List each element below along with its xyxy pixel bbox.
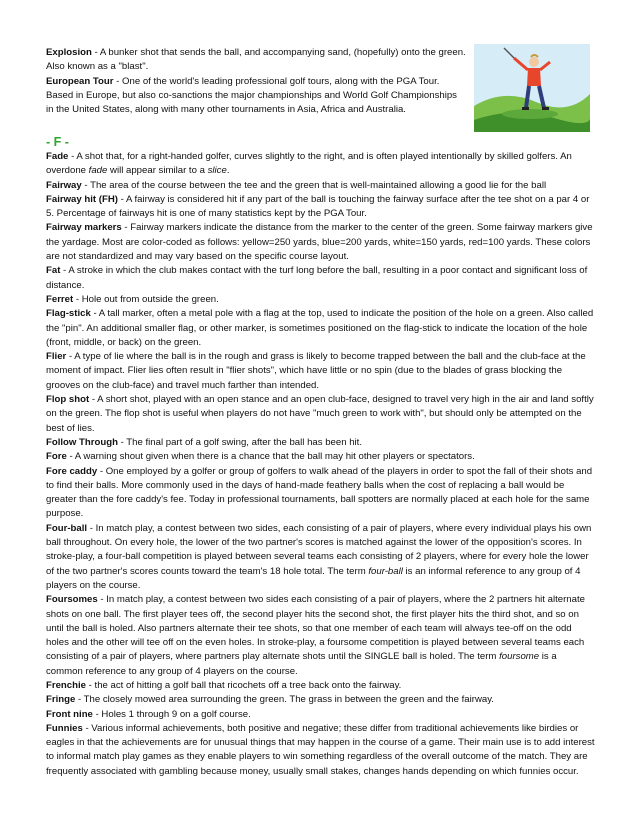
entry-definition: - One employed by a golfer or group of golfers to walk ahead of the players in order to spot the fall of their shots and to find their balls. More commonly used in the days of hand-made feathery balls when the cost of replacing a ball would be greater than the fore caddy's fee. Today in professional tournaments, ball spotters are normally placed at each hole for the same purpose. xyxy=(46,465,593,520)
glossary-entry-foursomes xyxy=(46,593,596,679)
entry-definition: - The final part of a golf swing, after the ball has been hit. xyxy=(117,436,363,448)
entry-term: European Tour xyxy=(46,75,114,87)
entry-definition: - A stroke in which the club makes contact with the turf long before the ball, resulting in a poor contact and significant loss of distance. xyxy=(46,265,588,291)
entry-definition: . xyxy=(226,165,230,177)
intro-entries xyxy=(46,46,466,117)
entry-term: Fade xyxy=(46,151,69,162)
glossary-entry-follow-through xyxy=(46,436,596,450)
entry-definition: - Fairway markers indicate the distance from the marker to the center of the green. Some fairway markers give the yardage. Most are color-coded as follows: yellow=250 yards, blue=200 yards, white=150 yards, red=100 yards. These colors are not standardized and may vary based on the specific course layout. xyxy=(46,222,593,263)
entry-definition-italic: fade xyxy=(88,165,108,177)
glossary-entry-flag-stick xyxy=(46,307,596,350)
entry-term: Fairway xyxy=(46,179,82,191)
glossary-entry-fore xyxy=(46,450,596,464)
entry-term: Foursomes xyxy=(46,594,98,606)
entry-term: Fringe xyxy=(46,694,76,706)
entry-definition: - A short shot, played with an open stance and an open club-face, designed to travel very high in the air and land softly on the green. The flop shot is useful when players do not have "much green to work with", but should only be attempted on the best of lies. xyxy=(46,394,594,434)
glossary-entry-flop-shot xyxy=(46,393,596,436)
f-section xyxy=(46,132,596,779)
entry-term: Ferret xyxy=(46,293,74,305)
entry-term: Follow Through xyxy=(46,436,118,448)
entry-definition: - A shot that, for a right-handed golfer, curves slightly to the right, and is often played intentionally by skilled golfers. An overdone xyxy=(46,151,572,177)
glossary-entry-fat xyxy=(46,264,596,293)
glossary-entry-four-ball xyxy=(46,522,596,593)
letter-heading: - F - xyxy=(46,135,69,149)
glossary-entry-fade xyxy=(46,150,596,179)
entry-definition: - The area of the course between the tee and the green that is well-maintained allowing a good lie for the ball xyxy=(81,179,547,191)
entry-term: Front nine xyxy=(46,708,93,720)
entry-term: Fairway hit (FH) xyxy=(46,193,118,205)
entry-definition: - A fairway is considered hit if any part of the ball is touching the fairway surface after the tee shot on a par 4 or 5. Percentage of fairways hit is one of many statistics kept by the PGA Tour. xyxy=(46,193,590,220)
glossary-entry-european-tour xyxy=(46,75,466,118)
entry-definition: - A tall marker, often a metal pole with a flag at the top, used to indicate the position of the hole on a green. Also called the "pin". An additional smaller flag, or other marker, is sometimes positioned on the flag-stick to indicate the location of the hole (front, middle, or back) on the green. xyxy=(46,308,594,348)
glossary-entry-explosion xyxy=(46,46,466,75)
entry-term: Frenchie xyxy=(46,679,86,691)
entry-definition: - Holes 1 through 9 on a golf course. xyxy=(92,708,251,720)
entry-term: Flag-stick xyxy=(46,308,91,320)
glossary-entry-frenchie xyxy=(46,679,596,693)
glossary-entry-fairway xyxy=(46,179,596,193)
golfer-swinging-illustration xyxy=(474,44,590,132)
glossary-entry-fairway-markers xyxy=(46,221,596,264)
entry-definition: is an informal reference to any group of 4 players on the course. xyxy=(46,565,581,591)
entry-definition-italic: foursome xyxy=(499,651,540,663)
entry-definition: - In match play, a contest between two sides, each consisting of a pair of players, where every individual plays his own ball throughout. On every hole, the lower of the two partner's scores is matched against the lower of the opposition's scores. In stroke-play, a four-ball competition is played between several teams each consisting of 2 players, where for every hole the lower of the two partner's scores counts toward the team's 18 hole total. The term xyxy=(46,522,592,577)
entry-term: Fat xyxy=(46,265,61,277)
entry-definition: - the act of hitting a golf ball that ricochets off a tree back onto the fairway. xyxy=(86,679,402,691)
entry-definition: - Various informal achievements, both positive and negative; these differ from traditional achievements like birdies or eagles in that the achievements are for unusual things that may happen in the course of a game. Their main use is to add interest to informal match play games as they enable players to win something regardless of the overall outcome of the match. They are frequently associated with gambling because money, usually small stakes, changes hands depending on which funnies occur. xyxy=(46,722,595,777)
entry-definition: - One of the world's leading professional golf tours, along with the PGA Tour. Based in Europe, but also co-sanctions the major championships and World Golf Championships in the United States, along with many other tournaments in Asia, Africa and Australia. xyxy=(46,75,457,116)
entry-definition: - A warning shout given when there is a chance that the ball may hit other players or spectators. xyxy=(66,451,475,463)
entry-term: Four-ball xyxy=(46,522,88,534)
glossary-entry-fringe xyxy=(46,693,596,707)
glossary-entry-flier xyxy=(46,350,596,393)
glossary-entry-front-nine xyxy=(46,708,596,722)
entry-definition-italic: four-ball xyxy=(368,565,403,577)
entry-term: Fore caddy xyxy=(46,465,98,477)
glossary-entry-fore-caddy xyxy=(46,465,596,522)
entry-term: Fore xyxy=(46,451,67,463)
glossary-entry-ferret xyxy=(46,293,596,307)
entry-term: Explosion xyxy=(46,47,92,58)
entry-definition: - In match play, a contest between two sides each consisting of a pair of players, where the 2 partners hit alternate shots on one ball. The first player tees off, the second player hits the second shot, the first player hits the third shot, and so on until the ball is holed. Also partners alternate their tee shots, so that one member of each team will always tee-off on the odd holes and the other will tee off on the even holes. In stroke-play, a foursome competition is played between several teams each consisting of a pair of players, where partners play alternate shots until the SINGLE ball is holed. The term xyxy=(46,594,585,663)
entry-definition-italic: slice xyxy=(207,165,227,177)
glossary-entry-funnies xyxy=(46,722,596,779)
entry-term: Flop shot xyxy=(46,394,90,406)
golfer-icon xyxy=(474,44,590,132)
entry-definition: - A type of lie where the ball is in the rough and grass is likely to become trapped between the ball and the club-face at the moment of impact. Flier lies often result in "flier shots", which have little or no spin (due to the blades of grass blocking the grooves on the club-face) and travel much farther than intended. xyxy=(46,351,586,391)
entry-term: Flier xyxy=(46,351,67,363)
entry-term: Funnies xyxy=(46,722,83,734)
entry-definition: - Hole out from outside the green. xyxy=(73,293,219,305)
entry-term: Fairway markers xyxy=(46,222,122,234)
entry-definition: - The closely mowed area surrounding the green. The grass in between the green and the fairway. xyxy=(75,694,494,706)
entry-definition: is a common reference to any group of 4 players on the course. xyxy=(46,651,557,677)
entry-definition: will appear similar to a xyxy=(107,165,208,177)
entry-definition: - A bunker shot that sends the ball, and accompanying sand, (hopefully) onto the green. Also known as a "blast". xyxy=(46,47,466,73)
glossary-entry-fairway-hit xyxy=(46,193,596,222)
